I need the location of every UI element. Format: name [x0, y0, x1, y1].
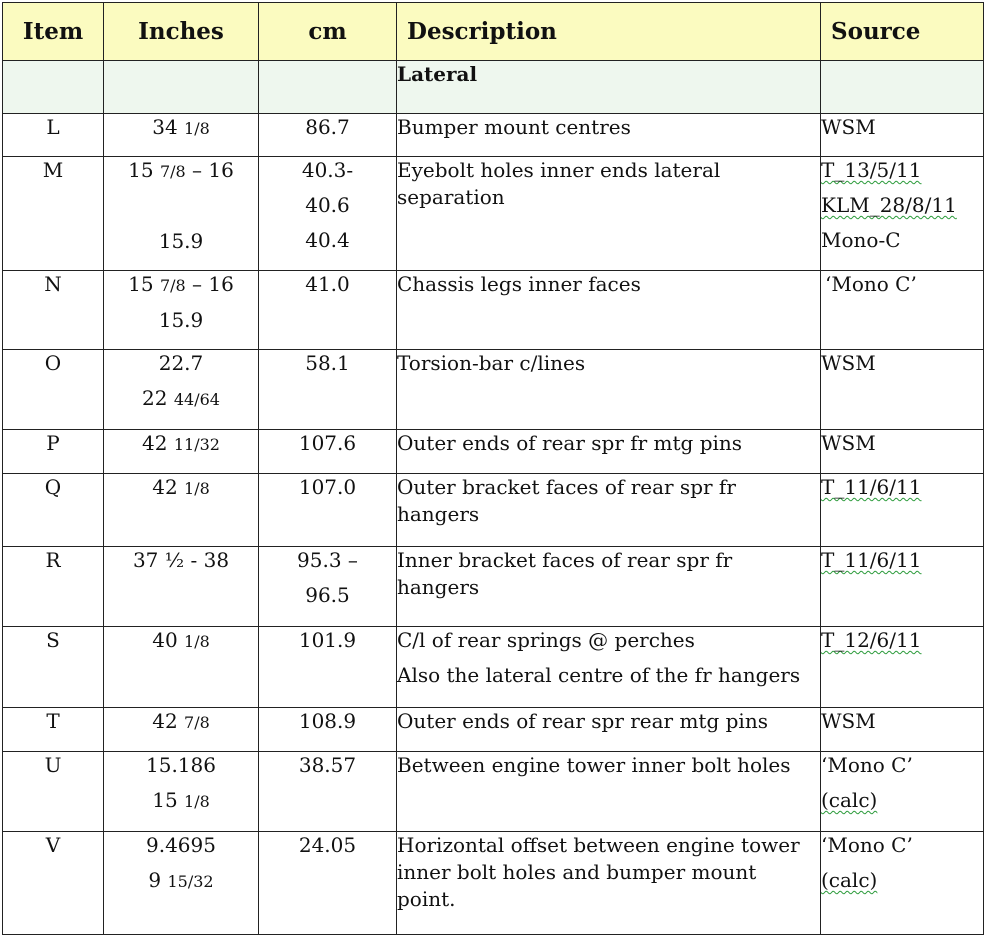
section-title: Lateral	[397, 61, 821, 114]
description-cell	[397, 832, 821, 935]
description-cell	[397, 271, 821, 350]
inches-cell	[104, 752, 259, 832]
cm-cell	[259, 752, 397, 832]
source-text: T_12/6/11	[821, 628, 922, 652]
cm-value: 108.9	[298, 709, 357, 733]
inches-value: 42 7/8	[152, 709, 210, 733]
table-row	[3, 752, 984, 832]
cm-value: 40.6	[305, 193, 350, 217]
cm-cell	[259, 114, 397, 157]
item-cell	[3, 752, 104, 832]
header-item: Item	[3, 3, 104, 61]
inches-value: 22.7	[158, 351, 204, 375]
source-cell	[821, 547, 984, 627]
header-inches: Inches	[104, 3, 259, 61]
measurements-table	[2, 2, 984, 935]
inches-value: 34 1/8	[152, 115, 210, 139]
inches-spacer	[104, 185, 258, 228]
cm-cell	[259, 474, 397, 547]
source-text: T_11/6/11	[821, 548, 922, 572]
item-value: Q	[44, 475, 62, 499]
item-value: P	[46, 431, 60, 455]
item-cell	[3, 547, 104, 627]
section-inches-cell	[104, 61, 259, 114]
description-cell	[397, 114, 821, 157]
description-cell	[397, 627, 821, 708]
item-cell	[3, 350, 104, 430]
cm-value: 96.5	[305, 583, 350, 607]
inches-value: 15 7/8 – 16	[128, 158, 234, 182]
cm-value: 95.3 –	[297, 548, 358, 572]
section-cm-cell	[259, 61, 397, 114]
description-cell	[397, 474, 821, 547]
header-description: Description	[397, 3, 821, 61]
description-text: Outer bracket faces of rear spr fr hangers	[397, 475, 736, 526]
cm-value: 101.9	[298, 628, 357, 652]
cm-value: 38.57	[298, 753, 357, 777]
inches-cell	[104, 832, 259, 935]
description-text: C/l of rear springs @ perches	[397, 628, 695, 652]
item-cell	[3, 627, 104, 708]
source-cell	[821, 114, 984, 157]
inches-cell	[104, 708, 259, 752]
section-row	[3, 61, 984, 114]
table-row	[3, 708, 984, 752]
source-cell	[821, 708, 984, 752]
table-row	[3, 350, 984, 430]
description-cell	[397, 350, 821, 430]
source-text: KLM_28/8/11	[821, 193, 957, 217]
inches-value: 42 11/32	[142, 431, 220, 455]
description-text: Chassis legs inner faces	[397, 272, 641, 296]
source-text: WSM	[821, 709, 876, 733]
source-cell	[821, 832, 984, 935]
cm-value: 58.1	[305, 351, 350, 375]
description-text: Outer ends of rear spr rear mtg pins	[397, 709, 768, 733]
item-value: L	[46, 115, 60, 139]
item-value: R	[45, 548, 61, 572]
item-value: U	[44, 753, 62, 777]
source-text: T_13/5/11	[821, 158, 922, 182]
header-cm: cm	[259, 3, 397, 61]
section-item-cell	[3, 61, 104, 114]
item-value: S	[46, 628, 60, 652]
cm-value: 24.05	[298, 833, 357, 857]
source-cell	[821, 474, 984, 547]
source-cell	[821, 350, 984, 430]
cm-value: 41.0	[305, 272, 350, 296]
description-text: Torsion-bar c/lines	[397, 351, 586, 375]
source-text: T_11/6/11	[821, 475, 922, 499]
inches-value: 15.9	[158, 308, 204, 332]
source-text: (calc)	[821, 788, 878, 812]
section-source-cell	[821, 61, 984, 114]
inches-value: 40 1/8	[152, 628, 210, 652]
item-value: V	[45, 833, 61, 857]
table-row	[3, 114, 984, 157]
description-text: Bumper mount centres	[397, 115, 631, 139]
inches-cell	[104, 627, 259, 708]
source-cell	[821, 430, 984, 474]
cm-cell	[259, 271, 397, 350]
cm-value: 107.0	[298, 475, 357, 499]
cm-cell	[259, 547, 397, 627]
item-value: O	[44, 351, 62, 375]
item-cell	[3, 271, 104, 350]
table-row	[3, 547, 984, 627]
cm-cell	[259, 627, 397, 708]
table-row	[3, 627, 984, 708]
description-text: Inner bracket faces of rear spr fr hangers	[397, 548, 733, 599]
source-text: (calc)	[821, 868, 878, 892]
description-cell	[397, 547, 821, 627]
item-value: M	[42, 158, 64, 182]
cm-cell	[259, 708, 397, 752]
inches-cell	[104, 114, 259, 157]
cm-value: 107.6	[298, 431, 357, 455]
source-text: Mono-C	[821, 228, 901, 252]
header-row	[3, 3, 984, 61]
source-text: WSM	[821, 351, 876, 375]
item-cell	[3, 474, 104, 547]
item-cell	[3, 832, 104, 935]
header-source: Source	[821, 3, 984, 61]
source-text: WSM	[821, 115, 876, 139]
cm-value: 86.7	[305, 115, 350, 139]
inches-value: 15.9	[158, 229, 204, 253]
cm-cell	[259, 350, 397, 430]
inches-cell	[104, 157, 259, 271]
cm-cell	[259, 832, 397, 935]
cm-cell	[259, 430, 397, 474]
item-cell	[3, 114, 104, 157]
cm-value: 40.4	[305, 228, 350, 252]
item-cell	[3, 430, 104, 474]
description-text: Between engine tower inner bolt holes	[397, 753, 791, 777]
inches-value: 37 ½ - 38	[132, 548, 230, 572]
item-value: N	[44, 272, 62, 296]
table-row	[3, 157, 984, 271]
description-cell	[397, 157, 821, 271]
inches-value: 42 1/8	[152, 475, 210, 499]
description-text: Eyebolt holes inner ends lateral separation	[397, 158, 721, 209]
item-cell	[3, 157, 104, 271]
table-row	[3, 474, 984, 547]
table-row	[3, 832, 984, 935]
inches-value: 15 1/8	[152, 788, 210, 812]
inches-value: 9 15/32	[148, 868, 214, 892]
inches-cell	[104, 430, 259, 474]
description-cell	[397, 430, 821, 474]
description-text: Also the lateral centre of the fr hangers	[397, 663, 801, 687]
table-row	[3, 271, 984, 350]
description-cell	[397, 708, 821, 752]
inches-value: 15.186	[146, 753, 216, 777]
source-text: WSM	[821, 431, 876, 455]
source-text: ‘Mono C’	[821, 753, 913, 777]
description-cell	[397, 752, 821, 832]
inches-cell	[104, 474, 259, 547]
source-cell	[821, 271, 984, 350]
source-text: ‘Mono C’	[825, 272, 917, 296]
source-cell	[821, 627, 984, 708]
source-cell	[821, 157, 984, 271]
description-text: Outer ends of rear spr fr mtg pins	[397, 431, 743, 455]
item-cell	[3, 708, 104, 752]
cm-cell	[259, 157, 397, 271]
source-cell	[821, 752, 984, 832]
inches-value: 22 44/64	[142, 386, 220, 410]
cm-value: 40.3-	[301, 158, 354, 182]
inches-value: 15 7/8 – 16	[128, 272, 234, 296]
inches-cell	[104, 271, 259, 350]
source-text: ‘Mono C’	[821, 833, 913, 857]
description-text: Horizontal offset between engine tower inner bolt holes and bumper mount point.	[397, 833, 800, 911]
inches-cell	[104, 350, 259, 430]
table-row	[3, 430, 984, 474]
item-value: T	[46, 709, 60, 733]
inches-cell	[104, 547, 259, 627]
inches-value: 9.4695	[146, 833, 216, 857]
